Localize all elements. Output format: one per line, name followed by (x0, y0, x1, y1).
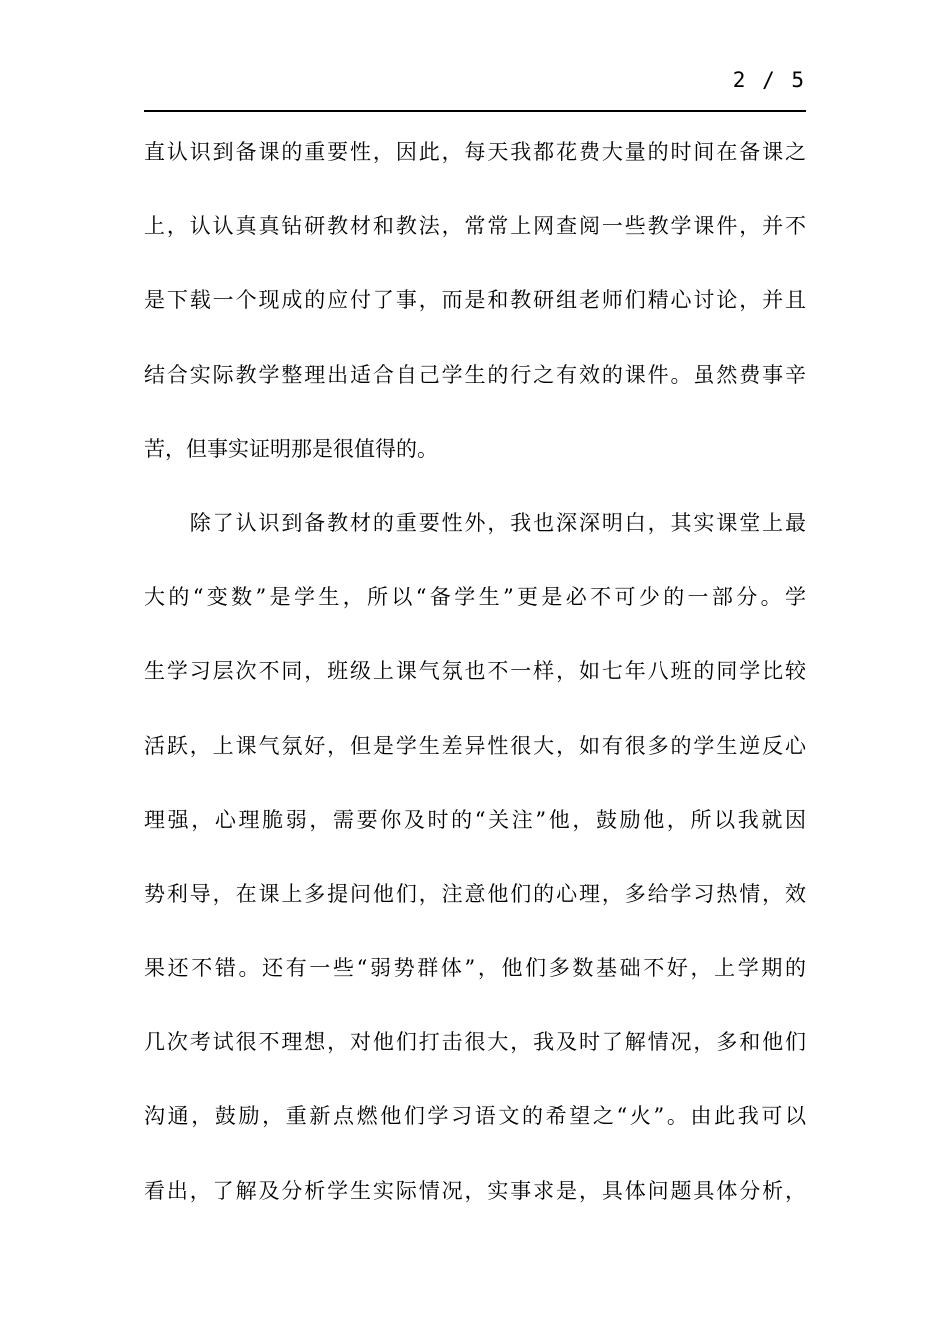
text-line: 理强，心理脆弱，需要你及时的“关注”他，鼓励他，所以我就因 (144, 807, 806, 832)
text-line: 除了认识到备教材的重要性外，我也深深明白，其实课堂上最 (144, 510, 806, 535)
text-line: 沟通，鼓励，重新点燃他们学习语文的希望之“火”。由此我可以 (144, 1104, 806, 1129)
text-line: 是下载一个现成的应付了事，而是和教研组老师们精心讨论，并且 (144, 288, 806, 313)
body-text (144, 126, 806, 1239)
text-line: 大的“变数”是学生，所以“备学生”更是必不可少的一部分。学 (144, 585, 806, 610)
text-line: 活跃，上课气氛好，但是学生差异性很大，如有很多的学生逆反心 (144, 733, 806, 758)
header-rule (144, 110, 806, 112)
text-line: 上，认认真真钻研教材和教法，常常上网查阅一些教学课件，并不 (144, 214, 806, 239)
text-line: 果还不错。还有一些“弱势群体”，他们多数基础不好，上学期的 (144, 956, 806, 981)
text-line: 几次考试很不理想，对他们打击很大，我及时了解情况，多和他们 (144, 1030, 806, 1055)
page-number: 2 / 5 (732, 68, 806, 92)
text-line: 直认识到备课的重要性，因此，每天我都花费大量的时间在备课之 (144, 140, 806, 164)
text-line: 结合实际教学整理出适合自己学生的行之有效的课件。虽然费事辛 (144, 362, 806, 387)
text-line: 势利导，在课上多提问他们，注意他们的心理，多给学习热情，效 (144, 881, 806, 906)
text-line: 苦，但事实证明那是很值得的。 (144, 436, 438, 461)
text-line: 看出，了解及分析学生实际情况，实事求是，具体问题具体分析， (144, 1178, 806, 1203)
text-line: 生学习层次不同，班级上课气氛也不一样，如七年八班的同学比较 (144, 659, 806, 684)
